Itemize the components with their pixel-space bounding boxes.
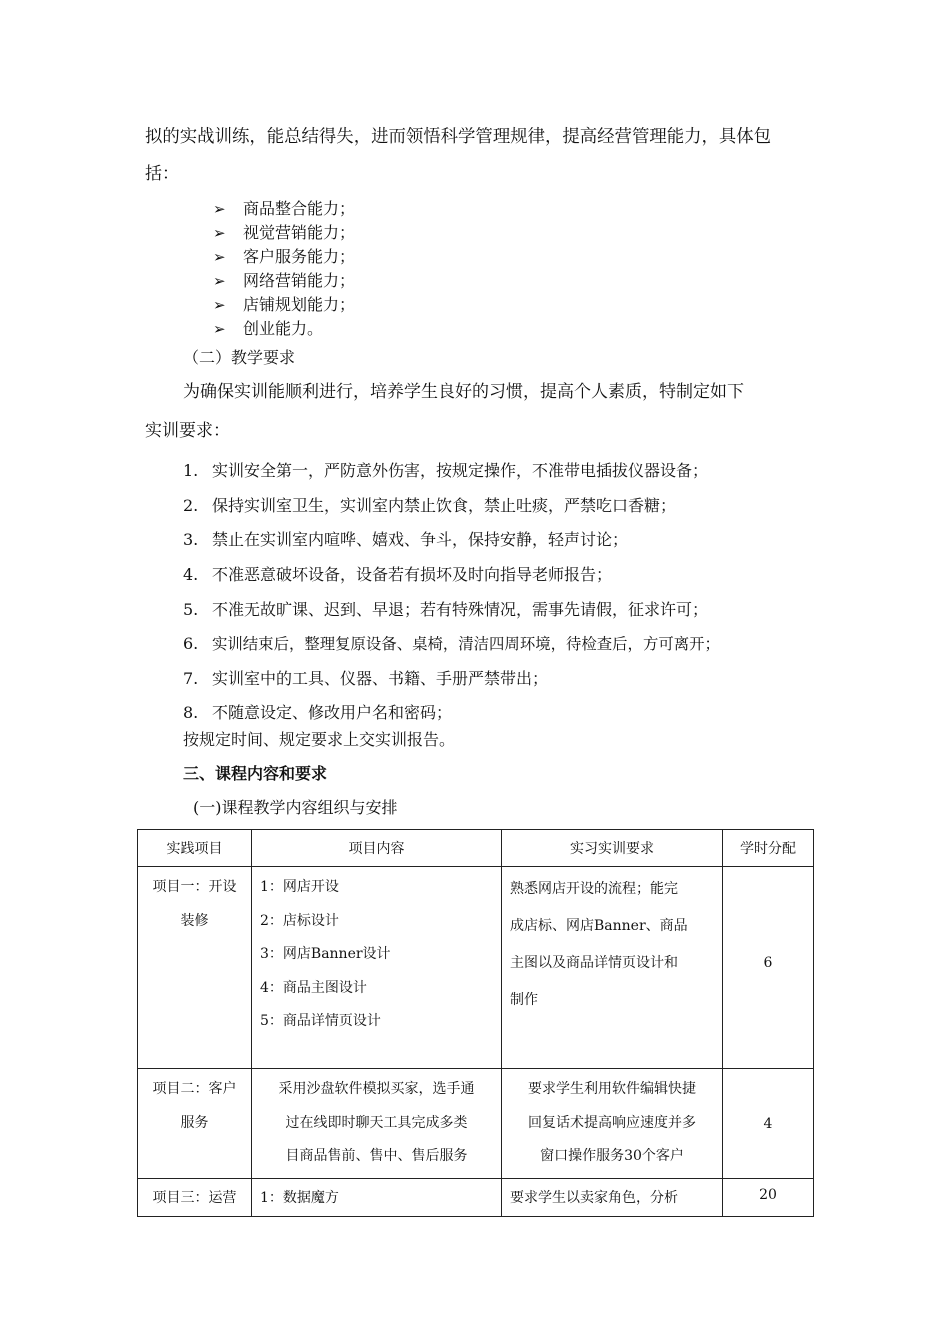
list-item xyxy=(183,696,720,731)
item-text: 不准无故旷课、迟到、早退；若有特殊情况，需事先请假，征求许可； xyxy=(212,599,709,619)
item-text: 实训结束后，整理复原设备、桌椅，清洁四周环境，待检查后，方可离开； xyxy=(212,635,720,654)
list-item xyxy=(213,269,355,293)
intro-line-2: 括： xyxy=(145,164,179,184)
hours-cell xyxy=(723,867,814,1069)
column-header: 实习实训要求 xyxy=(502,830,723,867)
content-line: 5：商品详情页设计 xyxy=(260,1013,381,1029)
list-item xyxy=(183,627,720,662)
list-item xyxy=(183,489,720,524)
teaching-closing: 按规定时间、规定要求上交实训报告。 xyxy=(183,730,456,749)
content-line: 4：商品主图设计 xyxy=(260,979,367,996)
item-number: 1. xyxy=(183,461,199,481)
project-name-line: 服务 xyxy=(180,1114,209,1131)
teaching-para-line-2: 实训要求： xyxy=(145,421,230,441)
ability-text: 商品整合能力； xyxy=(243,199,356,218)
hours-value: 6 xyxy=(763,955,773,971)
requirement-line: 制作 xyxy=(510,992,538,1008)
project-name-line: 项目二：客户 xyxy=(152,1081,237,1097)
arrow-bullet-icon: ➢ xyxy=(213,200,226,218)
item-text: 保持实训室卫生，实训室内禁止饮食，禁止吐痰，严禁吃口香糖； xyxy=(212,495,677,515)
ability-text: 视觉营销能力； xyxy=(243,223,356,242)
table-row xyxy=(138,1069,814,1179)
requirement-cell xyxy=(502,867,723,1069)
list-item xyxy=(183,454,720,489)
ability-text: 店铺规划能力； xyxy=(243,295,356,314)
content-line: 目商品售前、售中、售后服务 xyxy=(285,1148,468,1164)
ability-text: 创业能力。 xyxy=(243,319,324,338)
arrow-bullet-icon: ➢ xyxy=(213,320,226,338)
column-header: 实践项目 xyxy=(138,830,252,867)
item-text: 禁止在实训室内喧哗、嬉戏、争斗，保持安静，轻声讨论； xyxy=(212,530,629,550)
arrow-bullet-icon: ➢ xyxy=(213,224,226,242)
list-item xyxy=(213,293,355,317)
list-item xyxy=(183,523,720,558)
content-cell xyxy=(252,1069,502,1179)
list-item xyxy=(183,662,720,697)
requirement-line: 要求学生以卖家角色，分析 xyxy=(510,1190,678,1206)
hours-cell xyxy=(723,1179,814,1217)
abilities-list xyxy=(213,197,355,341)
project-cell xyxy=(138,867,252,1069)
content-cell xyxy=(252,867,502,1069)
requirement-line: 回复话术提高响应速度并多 xyxy=(528,1114,696,1131)
ability-text: 网络营销能力； xyxy=(243,271,356,290)
table-row xyxy=(138,1179,814,1217)
project-cell xyxy=(138,1069,252,1179)
list-item xyxy=(213,221,355,245)
item-number: 6. xyxy=(183,634,199,654)
project-name-line: 项目一：开设 xyxy=(152,879,237,895)
requirements-list xyxy=(183,454,720,731)
requirement-line: 主图以及商品详情页设计和 xyxy=(510,955,678,971)
item-text: 不准恶意破坏设备，设备若有损坏及时向指导老师报告； xyxy=(212,565,613,585)
arrow-bullet-icon: ➢ xyxy=(213,296,226,314)
table-header-row xyxy=(138,830,814,867)
teaching-para-line-1: 为确保实训能顺利进行，培养学生良好的习惯，提高个人素质，特制定如下 xyxy=(183,382,744,402)
section3-heading: 三、课程内容和要求 xyxy=(183,764,328,783)
list-item xyxy=(213,197,355,221)
requirement-line: 熟悉网店开设的流程；能完 xyxy=(510,881,678,897)
item-number: 2. xyxy=(183,495,199,515)
ability-text: 客户服务能力； xyxy=(243,247,356,266)
project-cell xyxy=(138,1179,252,1217)
section3-subheading: (一)课程教学内容组织与安排 xyxy=(193,798,398,817)
item-number: 7. xyxy=(183,668,199,688)
item-text: 不随意设定、修改用户名和密码； xyxy=(212,703,453,723)
list-item xyxy=(213,317,355,341)
requirement-line: 成店标、网店Banner、商品 xyxy=(510,918,688,934)
content-line: 3：网店Banner设计 xyxy=(260,946,391,962)
project-name-line: 项目三：运营 xyxy=(152,1190,237,1206)
hours-value: 4 xyxy=(763,1115,773,1132)
item-number: 8. xyxy=(183,703,199,723)
course-table xyxy=(137,829,814,1217)
item-number: 4. xyxy=(183,565,199,585)
teaching-heading: （二）教学要求 xyxy=(183,348,296,367)
content-line: 1：网店开设 xyxy=(260,879,339,895)
item-number: 3. xyxy=(183,530,199,550)
list-item xyxy=(213,245,355,269)
content-line: 2：店标设计 xyxy=(260,912,339,929)
content-cell xyxy=(252,1179,502,1217)
content-line: 过在线即时聊天工具完成多类 xyxy=(285,1114,468,1131)
item-number: 5. xyxy=(183,599,199,619)
list-item xyxy=(183,592,720,627)
requirement-line: 要求学生利用软件编辑快捷 xyxy=(528,1081,696,1097)
requirement-line: 窗口操作服务30个客户 xyxy=(540,1148,684,1164)
content-line: 采用沙盘软件模拟买家，选手通 xyxy=(278,1081,475,1097)
hours-cell xyxy=(723,1069,814,1179)
table-row xyxy=(138,867,814,1069)
arrow-bullet-icon: ➢ xyxy=(213,248,226,266)
column-header: 学时分配 xyxy=(723,830,814,867)
content-line: 1：数据魔方 xyxy=(260,1190,339,1206)
requirement-cell xyxy=(502,1179,723,1217)
arrow-bullet-icon: ➢ xyxy=(213,272,226,290)
list-item xyxy=(183,558,720,593)
item-text: 实训安全第一，严防意外伤害，按规定操作，不准带电插拔仪器设备； xyxy=(212,461,709,481)
column-header: 项目内容 xyxy=(252,830,502,867)
project-name-line: 装修 xyxy=(180,912,209,929)
item-text: 实训室中的工具、仪器、书籍、手册严禁带出； xyxy=(212,668,549,688)
hours-value: 20 xyxy=(759,1187,777,1203)
requirement-cell xyxy=(502,1069,723,1179)
intro-line-1: 拟的实战训练，能总结得失，进而领悟科学管理规律，提高经营管理能力，具体包 xyxy=(145,127,772,147)
